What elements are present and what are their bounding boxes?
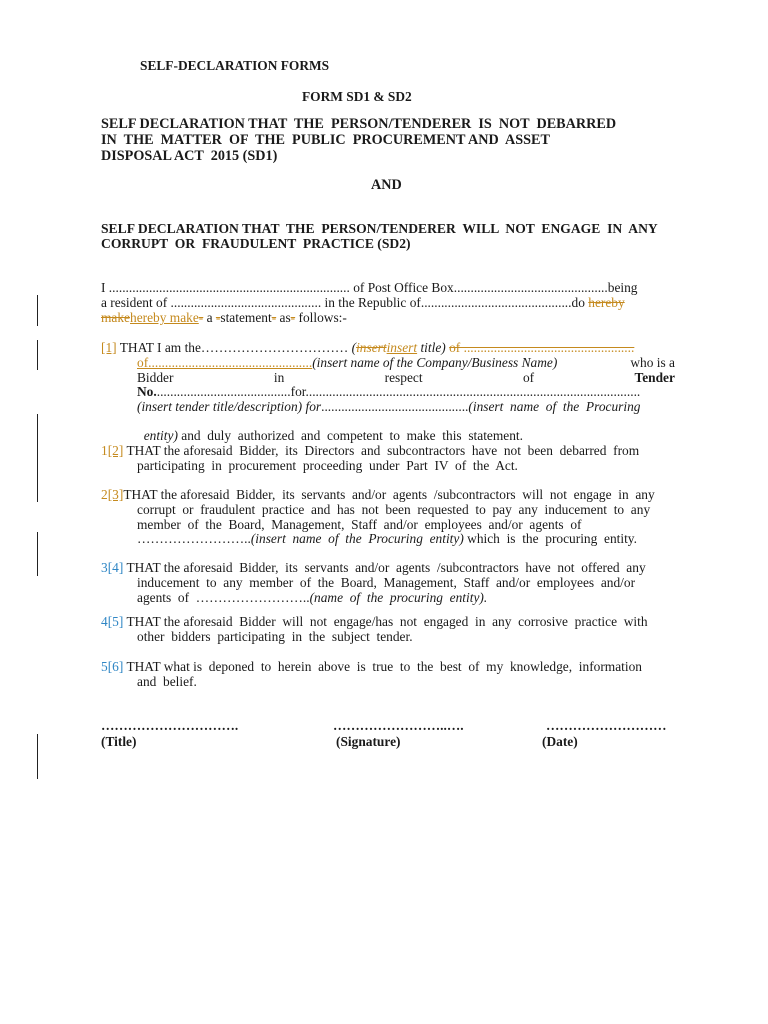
para-3-line-2: corrupt or fraudulent practice and has not been requested to pay any inducement to any bbox=[137, 502, 651, 517]
para-number: [1] bbox=[101, 340, 117, 355]
para-1-line-4: No.........................................for.................................................................................................... bbox=[137, 384, 641, 399]
deleted-text: make bbox=[101, 310, 130, 325]
para-1-line-6: entity) and duly authorized and competent to make this statement. bbox=[143, 428, 523, 443]
inserted-text: hereby make bbox=[130, 310, 199, 325]
tender-number-blank[interactable]: ........................................for bbox=[156, 384, 306, 399]
intro-line-3: makehereby make- a -statement- as- follows:- bbox=[101, 310, 347, 325]
signature-label: (Signature) bbox=[336, 734, 401, 749]
republic-blank[interactable]: ............................................ bbox=[420, 295, 569, 310]
para-number: [6] bbox=[107, 659, 124, 674]
sd2-title-line: SELF DECLARATION THAT THE PERSON/TENDERER WILL NOT ENGAGE IN ANY bbox=[101, 221, 658, 236]
name-blank[interactable]: I ........................................................................ bbox=[101, 280, 350, 295]
procuring-entity-blank[interactable]: ............................................ bbox=[321, 399, 469, 414]
para-4-line-2: inducement to any member of the Board, Management, Staff and/or employees and/or bbox=[137, 575, 636, 590]
para-2-line-1: 1[2] THAT the aforesaid Bidder, its Directors and subcontractors have not been debarred from bbox=[101, 443, 640, 458]
para-5-line-1: 4[5] THAT the aforesaid Bidder will not engage/has not engaged in any corrosive practice with bbox=[101, 614, 648, 629]
sd1-title-line: IN THE MATTER OF THE PUBLIC PROCUREMENT AND ASSET bbox=[101, 132, 550, 148]
title-signature-line[interactable]: …………………………. bbox=[101, 718, 239, 733]
para-number: [2] bbox=[107, 443, 124, 458]
date-label: (Date) bbox=[542, 734, 578, 749]
residence-blank[interactable]: a resident of ............................................. bbox=[101, 295, 322, 310]
para-number: [3] bbox=[107, 487, 124, 502]
signature-line[interactable]: ……………………..…. bbox=[333, 718, 464, 733]
para-1-line-2: of.................................................(insert name of the Company/Business Name) who is a bbox=[137, 355, 675, 370]
change-bar bbox=[37, 414, 38, 502]
para-6-line-1: 5[6] THAT what is deponed to herein above is true to the best of my knowledge, information bbox=[101, 659, 642, 674]
para-3-line-1: 2[3]THAT the aforesaid Bidder, its servants and/or agents /subcontractors will not engage in any bbox=[101, 487, 655, 502]
para-number: [4] bbox=[107, 560, 124, 575]
intro-line-2: a resident of ............................................. in the Republic of.............................................do hereby bbox=[101, 295, 625, 310]
sd2-title-line: CORRUPT OR FRAUDULENT PRACTICE (SD2) bbox=[101, 236, 411, 251]
sd1-title-line: SELF DECLARATION THAT THE PERSON/TENDERER IS NOT DEBARRED bbox=[101, 116, 617, 132]
para-1-line-1: [1] THAT I am the…………………………… (insertinsert title) of ................................................... bbox=[101, 340, 635, 355]
intro-line-1: I ........................................................................ of Post Office Box..............................................being bbox=[101, 280, 638, 295]
forms-title: SELF-DECLARATION FORMS bbox=[140, 58, 330, 73]
para-4-line-1: 3[4] THAT the aforesaid Bidder, its servants and/or agents /subcontractors have not offered any bbox=[101, 560, 646, 575]
and-heading: AND bbox=[371, 177, 402, 193]
tender-for-blank[interactable]: .................................................................................................... bbox=[305, 384, 641, 399]
para-4-line-3: agents of ……………………..(name of the procuring entity). bbox=[137, 590, 488, 605]
para-5-line-2: other bidders participating in the subject tender. bbox=[137, 629, 413, 644]
change-bar bbox=[37, 734, 38, 779]
para-6-line-2: and belief. bbox=[137, 674, 197, 689]
para-2-line-2: participating in procurement proceeding under Part IV of the Act. bbox=[137, 458, 518, 473]
date-signature-line[interactable]: ……………………… bbox=[546, 718, 667, 733]
para-3-line-3: member of the Board, Management, Staff and/or employees and/or agents of bbox=[137, 517, 582, 532]
title-label: (Title) bbox=[101, 734, 137, 749]
change-bar bbox=[37, 532, 38, 576]
para-3-line-4: ……………………..(insert name of the Procuring entity) which is the procuring entity. bbox=[137, 531, 637, 546]
form-code: FORM SD1 & SD2 bbox=[302, 89, 412, 104]
deleted-text: hereby bbox=[588, 295, 625, 310]
change-bar bbox=[37, 295, 38, 326]
para-number: [5] bbox=[107, 614, 124, 629]
sd1-title-line: DISPOSAL ACT 2015 (SD1) bbox=[101, 148, 278, 164]
para-1-line-3: Bidder in respect of Tender bbox=[137, 370, 675, 385]
para-1-line-5: (insert tender title/description) for............................................(insert name of the Procuring bbox=[137, 399, 641, 414]
po-box-blank[interactable]: .............................................. bbox=[453, 280, 608, 295]
change-bar bbox=[37, 340, 38, 370]
